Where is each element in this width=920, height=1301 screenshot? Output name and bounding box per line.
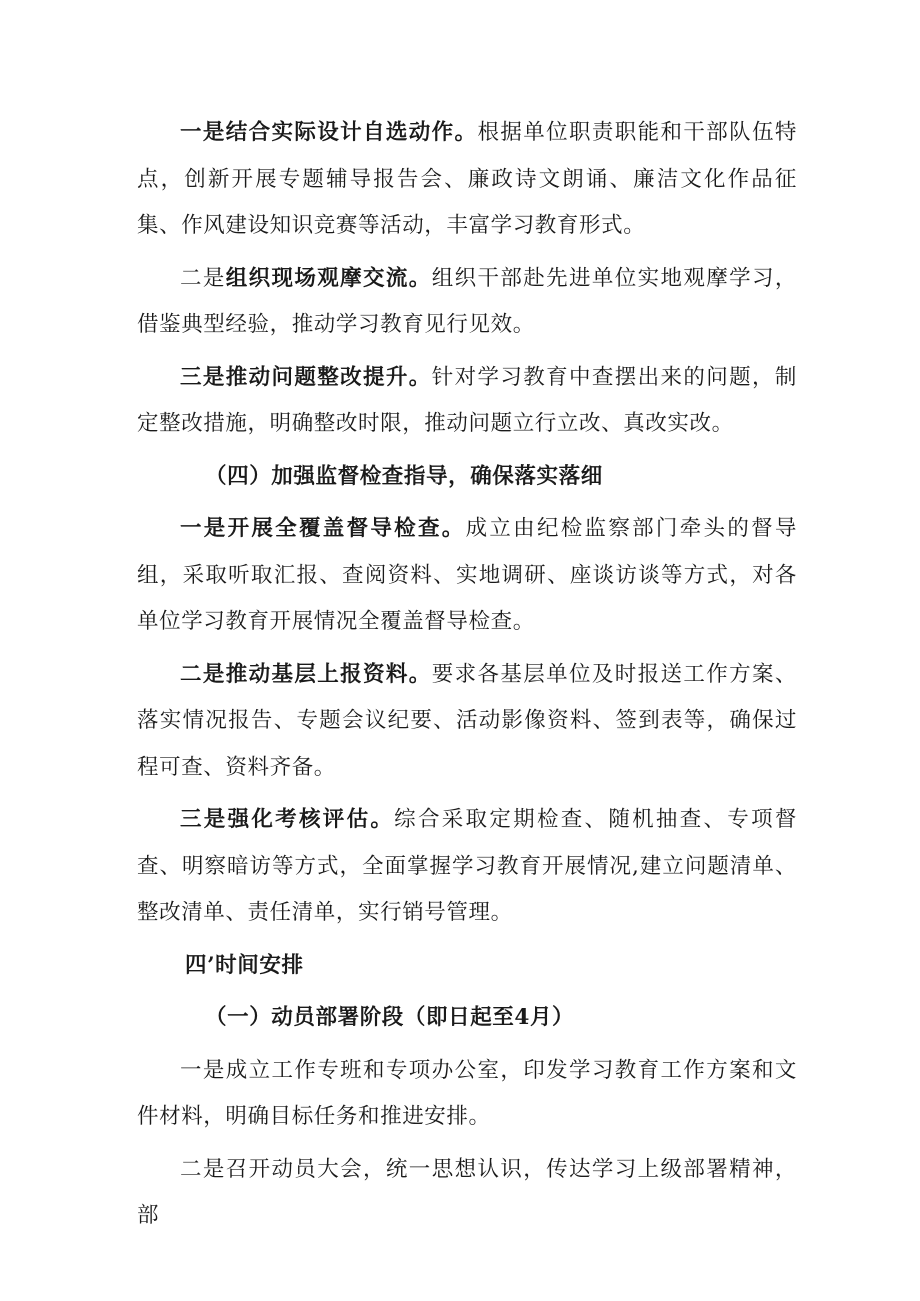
paragraph-4-text: 成立由纪检监察部门牵头的督导组，采取听取汇报、查阅资料、实地调研、座谈访谈等方式，对各单位学习教育开展情况全覆盖督导检查。: [137, 516, 798, 634]
subheading-mobilization-stage: （一）动员部署阶段（即日起至4月）: [205, 1005, 575, 1030]
paragraph-2: [137, 256, 797, 349]
paragraph-2-text: 组织干部赴先进单位实地观摩学习，借鉴典型经验，推动学习教育见行见效。: [137, 265, 797, 337]
paragraph-1: [137, 110, 797, 250]
paragraph-2-lead: 组织现场观摩交流。: [225, 265, 432, 291]
document-body: [137, 110, 797, 1246]
paragraph-6: [137, 797, 797, 937]
paragraph-3-lead: 三是推动问题整改提升。: [180, 364, 432, 390]
section-title-schedule: 四’时间安排: [185, 952, 304, 978]
paragraph-7: 一是成立工作专班和专项办公室，印发学习教育工作方案和文件材料，明确目标任务和推进安排。: [137, 1057, 797, 1129]
paragraph-6-lead: 三是强化考核评估。: [180, 807, 395, 832]
paragraph-1-lead: 一是结合实际设计自选动作。: [180, 120, 478, 145]
subheading-supervision: （四）加强监督检查指导，确保落实落细: [205, 463, 603, 489]
paragraph-3-text: 针对学习教育中查摆出来的问题，制定整改措施，明确整改时限，推动问题立行立改、真改实改。: [137, 364, 797, 436]
paragraph-4: [137, 506, 797, 646]
paragraph-3: [137, 355, 797, 448]
paragraph-1-text: 根据单位职责职能和干部队伍特点，创新开展专题辅导报告会、廉政诗文朗诵、廉洁文化作品征集、作风建设知识竞赛等活动，丰富学习教育形式。: [137, 120, 797, 238]
paragraph-5-text: 要求各基层单位及时报送工作方案、落实情况报告、专题会议纪要、活动影像资料、签到表等，确保过程可查、资料齐备。: [137, 661, 797, 780]
paragraph-2-prefix: 二是: [180, 265, 226, 291]
paragraph-6-text: 综合采取定期检查、随机抽查、专项督查、明察暗访等方式，全面掌握学习教育开展情况,建立问题清单、整改清单、责任清单，实行销号管理。: [137, 807, 798, 925]
paragraph-8: 二是召开动员大会，统一思想认识，传达学习上级部署精神，部: [137, 1156, 797, 1228]
paragraph-5: [137, 652, 797, 792]
paragraph-5-lead: 二是推动基层上报资料。: [180, 661, 432, 687]
paragraph-4-lead: 一是开展全覆盖督导检查。: [180, 516, 466, 541]
